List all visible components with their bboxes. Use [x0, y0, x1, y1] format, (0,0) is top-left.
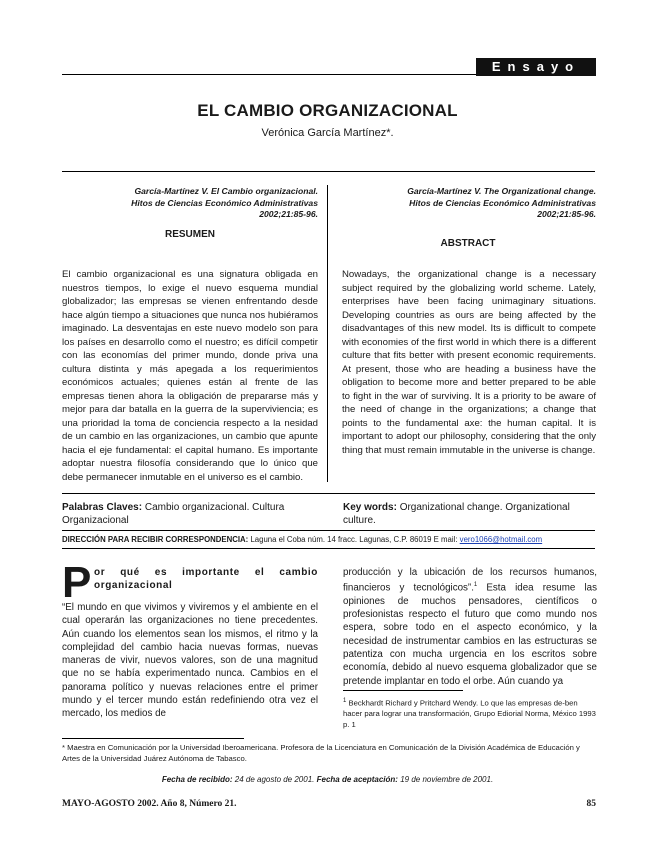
keywords-es-value: Cambio organizacional. Cultura Organizacional — [62, 502, 285, 526]
keywords-en-value: Organizational change. Organizational culture. — [343, 502, 570, 526]
column-divider — [327, 185, 328, 482]
body-divider — [62, 548, 595, 549]
section-heading: or qué es importante el cambio organizacional — [94, 567, 318, 591]
footer-issue: MAYO-AGOSTO 2002. Año 8, Número 21. — [62, 799, 237, 809]
body-right-text-part1: producción y la ubicación de los recursos humanos, financieros y tecnológicos”. — [343, 567, 597, 594]
correspondence-label: DIRECCIÓN PARA RECIBIR CORRESPONDENCIA: — [62, 535, 249, 544]
footnote-number: 1 — [343, 698, 347, 704]
drop-cap: P — [62, 558, 92, 607]
keywords-en — [343, 501, 597, 527]
abstract-text: Nowadays, the organizational change is a necessary subject required by the globalizing world scheme. Lately, enterprises have been facing unimaginary situations. Developing countries as ours are being affected by the disadvantages of this new model. Its is difficult to compete with economies of the first world in which there is a different culture that fits better with present economic requirements. At present, those who are heading a business have the obligation to become more and better prepared to be able to fight in the war of surviving. It is a priority to be aware of the need of change in the organizations; a change that points to the fundamental axe: the human capital. It is important to adopt our philosophy, considering that the only thing that must remain immutable in the universe is change. — [342, 269, 596, 456]
affiliation-note: * Maestra en Comunicación por la Universidad Iberoamericana. Profesora de la Licenciatura en Comunicación de la División Académica de Educación y Artes de la Universidad Juárez Autónoma de Tabasco. — [62, 743, 580, 763]
affiliation-rule — [62, 738, 244, 739]
citation-en-line: García-Martínez V. The Organizational change. — [407, 186, 596, 196]
body-left-text: “El mundo en que vivimos y viviremos y el ambiente en el cual operarán las organizaciones no tiene precedentes. Aún cuando los elementos sean los mismos, el ritmo y la complejidad del cambio hacia nuevas formas, nuevas maneras de vivir, nuevos valores, son de una magnitud que no se había experimentado nunca. Cambios en el panorama político y nuevas relaciones entre el primer mundo y el tercer mundo están redefiniendo otra vez el mercado, los medios de — [62, 602, 318, 720]
footnote-text: Beckhardt Richard y Pritchard Wendy. Lo que las empresas de-ben hacer para lograr una transformación, Grupo Ediorial Norma, México 1993 p. 1 — [343, 698, 596, 729]
citation-es-line: 2002;21:85-96. — [259, 209, 318, 219]
citation-es-line: Hitos de Ciencias Económico Administrativas — [131, 197, 318, 208]
footnote-rule — [343, 690, 463, 691]
section-badge: Ensayo — [476, 58, 596, 76]
body-right-text — [343, 566, 597, 688]
keywords-en-label: Key words: — [343, 502, 397, 513]
correspondence-divider — [62, 530, 595, 531]
article-title: EL CAMBIO ORGANIZACIONAL — [197, 101, 458, 120]
resumen-heading: RESUMEN — [164, 229, 215, 240]
received-label: Fecha de recibido: — [161, 775, 233, 784]
abstract-heading: ABSTRACT — [440, 238, 496, 249]
footnote-1 — [343, 696, 597, 730]
body-right-text-part2: Esta idea resume las opiniones de muchos pensadores, científicos o profesionistas respecto el futuro que como mundo nos espera, sobre todo en el aspecto económico, y la necesidad de instrumentar cambios en las estructuras se patentiza con mucha urgencia en los escritos sobre economía, debido al nuevo esquema globalizador que se pretende implantar en todo el orbe. Aún cuando ya — [343, 582, 597, 687]
accepted-date: 19 de noviembre de 2001. — [400, 775, 494, 784]
section-divider-top — [62, 171, 595, 172]
resumen-text: El cambio organizacional es una signatura obligada en nuestros tiempos, lo exige el nuevo esquema mundial globalizador; las empresas se vienen enfrentando desde hace algún tiempo a situaciones que nunca nos hubiéramos imaginado. La desventajas en este nuevo modelo son para los países en desarrollo como el nuestro; es difícil competir con las economías del primer mundo, donde priva una cultura distinta y más apegada a los requerimientos económicos actuales; quienes están al frente de las empresas tienen ahora la obligación de prepararse más y mejor para dar batalla en la guerra de la superviviencia; es una prioridad la toma de conciencia respecto a la nesidad de un cambio en las organizaciones, un cambio que apunte hacia el eje fundamental: el capital humano. Es importante adoptar nuestra filosofía considerando que lo único que debe permanecer inmutable en el universo es el cambio. — [62, 269, 318, 483]
received-date: 24 de agosto de 2001. — [234, 775, 315, 784]
author-line: Verónica García Martínez*. — [261, 127, 394, 139]
footnote-ref: 1 — [473, 582, 478, 589]
page-number: 85 — [586, 799, 596, 809]
keywords-divider — [62, 493, 595, 494]
correspondence-address: Laguna el Coba núm. 14 fracc. Lagunas, C.P. 86019 E mail: — [250, 535, 458, 544]
email-link[interactable]: vero1066@hotmail.com — [459, 535, 543, 544]
citation-en — [340, 186, 596, 221]
accepted-label: Fecha de aceptación: — [316, 775, 398, 784]
header-rule — [62, 74, 537, 75]
dates-line — [0, 775, 655, 784]
keywords-es — [62, 501, 318, 527]
citation-en-line: Hitos de Ciencias Económico Administrativas — [409, 197, 596, 208]
citation-es — [62, 186, 318, 221]
correspondence-line — [62, 535, 602, 544]
citation-en-line: 2002;21:85-96. — [537, 209, 596, 219]
citation-es-line: García-Martínez V. El Cambio organizacional. — [134, 186, 318, 196]
keywords-es-label: Palabras Claves: — [62, 502, 143, 513]
